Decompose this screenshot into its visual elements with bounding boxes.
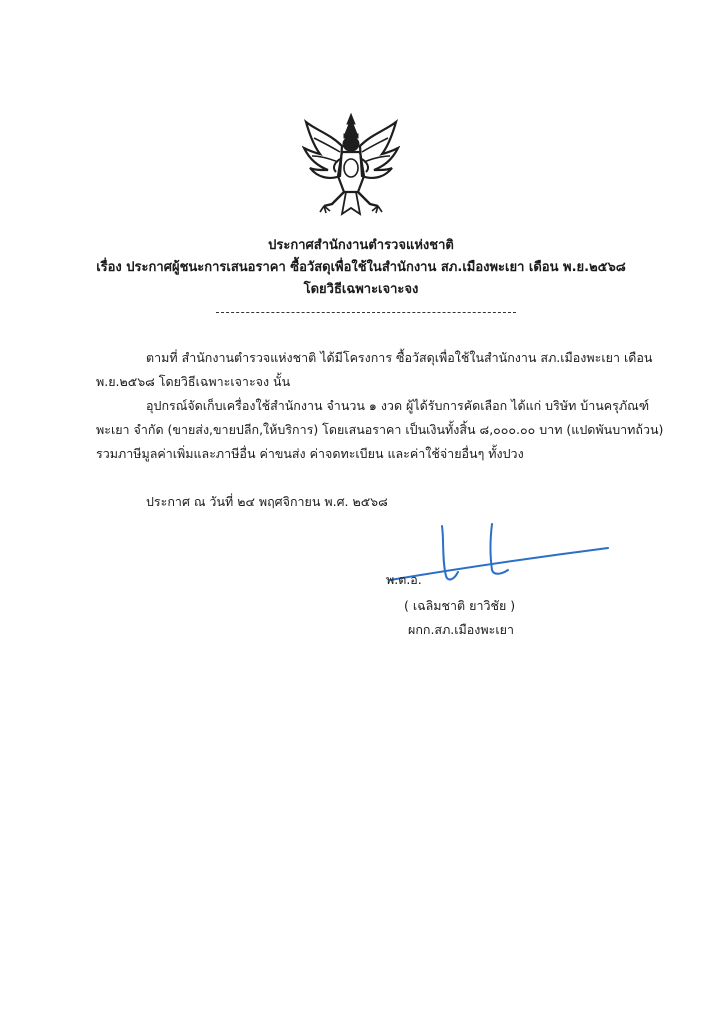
- header-subject: เรื่อง ประกาศผู้ชนะการเสนอราคา ซื้อวัสดุเพื่อใช้ในสำนักงาน สภ.เมืองพะเยา เดือน พ.ย.๒๕๖๘: [96, 260, 626, 275]
- body-paragraph-2-line-1: อุปกรณ์จัดเก็บเครื่องใช้สำนักงาน จำนวน ๑ งวด ผู้ได้รับการคัดเลือก ได้แก่ บริษัท บ้านครุภัณฑ์: [146, 398, 650, 413]
- header-title: ประกาศสำนักงานตำรวจแห่งชาติ: [268, 238, 454, 253]
- signer-rank: พ.ต.อ.: [386, 572, 422, 587]
- signer-name: ( เฉลิมชาติ ยาวิชัย ): [404, 598, 516, 613]
- body-paragraph-2-line-3: รวมภาษีมูลค่าเพิ่มและภาษีอื่น ค่าขนส่ง ค่าจดทะเบียน และค่าใช้จ่ายอื่นๆ ทั้งปวง: [96, 446, 524, 461]
- body-paragraph-2-line-2: พะเยา จำกัด (ขายส่ง,ขายปลีก,ให้บริการ) โดยเสนอราคา เป็นเงินทั้งสิ้น ๘,๐๐๐.๐๐ บาท (แปดพันบาทถ้วน): [96, 422, 664, 437]
- signer-position: ผกก.สภ.เมืองพะเยา: [408, 622, 514, 637]
- garuda-emblem-icon: [302, 112, 400, 220]
- header-method: โดยวิธีเฉพาะเจาะจง: [303, 282, 419, 297]
- body-paragraph-1-line-1: ตามที่ สำนักงานตำรวจแห่งชาติ ได้มีโครงการ ซื้อวัสดุเพื่อใช้ในสำนักงาน สภ.เมืองพะเยา เดือน: [146, 350, 653, 365]
- divider: [216, 312, 516, 313]
- body-paragraph-1-line-2: พ.ย.๒๕๖๘ โดยวิธีเฉพาะเจาะจง นั้น: [96, 374, 291, 389]
- announce-date: ประกาศ ณ วันที่ ๒๔ พฤศจิกายน พ.ศ. ๒๕๖๘: [146, 494, 388, 509]
